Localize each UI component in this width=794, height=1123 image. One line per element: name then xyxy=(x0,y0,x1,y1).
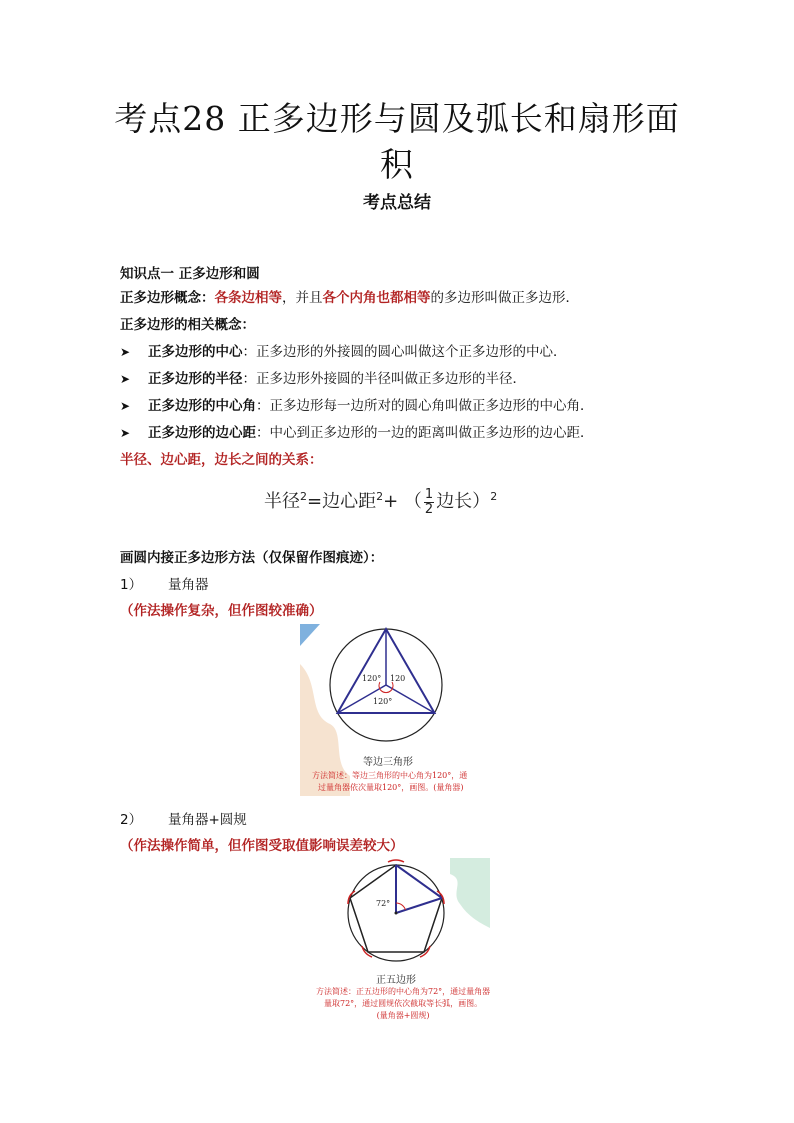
concept-highlight-2: 各个内角也都相等 xyxy=(322,290,431,306)
formula-exponent: 2 xyxy=(490,490,498,503)
angle-label: 120° xyxy=(362,674,382,683)
page-title: 考点28 正多边形与圆及弧长和扇形面积 xyxy=(114,99,680,184)
formula-exponent: 2 xyxy=(376,490,384,503)
formula-side: 边长） xyxy=(436,491,491,512)
method-1-note: （作法操作复杂，但作图较准确） xyxy=(120,603,323,619)
angle-label: 120° xyxy=(373,697,393,706)
concept-end: 的多边形叫做正多边形． xyxy=(430,290,579,306)
item-text: ：正多边形的外接圆的圆心叫做这个正多边形的中心． xyxy=(242,344,567,360)
list-item xyxy=(120,394,594,414)
formula-exponent: 2 xyxy=(300,490,307,503)
formula-radius: 半径 xyxy=(264,491,300,512)
angle-arc xyxy=(396,903,406,910)
figure-1-note xyxy=(312,770,467,794)
figure-2-note-line: 方法简述：正五边形的中心角为72°，通过量角器 xyxy=(316,987,491,996)
concept-line xyxy=(120,286,579,306)
pentagon-side xyxy=(396,865,442,898)
concept-label: 正多边形概念： xyxy=(120,290,215,306)
formula-fraction xyxy=(424,488,434,517)
section-heading: 知识点一 正多边形和圆 xyxy=(120,266,260,282)
figure-2-caption: 正五边形 xyxy=(376,975,416,986)
arrow-bullet-icon: ➤ xyxy=(120,372,131,386)
center-point xyxy=(395,912,398,915)
formula-plus: + （ xyxy=(383,491,422,512)
method-2 xyxy=(120,808,247,828)
figure-1-note-line: 方法简述：等边三角形的中心角为120°，通 xyxy=(312,771,468,780)
arrow-bullet-icon: ➤ xyxy=(120,345,131,359)
figure-1-note-line: 过量角器依次量取120°，画图。(量角器) xyxy=(318,783,464,792)
list-item xyxy=(120,367,526,387)
method-2-number: 2） xyxy=(120,812,143,828)
item-term: 正多边形的中心 xyxy=(148,344,243,360)
item-term: 正多边形的边心距 xyxy=(148,425,256,441)
figure-2-note-line: 量取72°，通过圆规依次截取等长弧，画图。 xyxy=(324,999,483,1008)
relation-heading: 半径、边心距，边长之间的关系： xyxy=(120,452,323,468)
regular-pentagon-figure xyxy=(338,858,490,970)
item-term: 正多边形的中心角 xyxy=(148,398,256,414)
page-subtitle: 考点总结 xyxy=(363,193,431,213)
deco-green-wash xyxy=(450,858,490,928)
item-text: ：正多边形外接圆的半径叫做正多边形的半径． xyxy=(242,371,526,387)
method-1-number: 1） xyxy=(120,577,143,593)
fraction-numerator: 1 xyxy=(424,486,434,502)
method-1-label: 量角器 xyxy=(168,577,209,593)
angle-label: 72° xyxy=(376,899,391,908)
item-text: ：中心到正多边形的一边的距离叫做正多边形的边心距． xyxy=(256,425,594,441)
item-text: ：正多边形每一边所对的圆心角叫做正多边形的中心角． xyxy=(256,398,594,414)
angle-label: 120 xyxy=(390,674,406,683)
related-heading: 正多边形的相关概念： xyxy=(120,317,255,333)
relation-formula xyxy=(264,487,497,517)
list-item xyxy=(120,340,567,360)
arc-mark xyxy=(388,860,404,862)
method-2-note: （作法操作简单，但作图受取值影响误差较大） xyxy=(120,838,404,854)
item-term: 正多边形的半径 xyxy=(148,371,243,387)
arrow-bullet-icon: ➤ xyxy=(120,399,131,413)
method-2-label: 量角器+圆规 xyxy=(168,812,247,828)
concept-mid: ，并且 xyxy=(282,290,323,306)
figure-1-caption: 等边三角形 xyxy=(363,757,413,768)
figure-2-note xyxy=(316,986,490,1022)
figure-2-note-line: (量角器+圆规) xyxy=(376,1011,430,1020)
arrow-bullet-icon: ➤ xyxy=(120,426,131,440)
list-item xyxy=(120,421,594,441)
method-heading: 画圆内接正多边形方法（仅保留作图痕迹）： xyxy=(120,550,384,566)
method-1 xyxy=(120,573,209,593)
fraction-denominator: 2 xyxy=(424,501,434,517)
deco-blue-corner xyxy=(300,624,320,646)
formula-apothem: =边心距 xyxy=(307,491,377,512)
concept-highlight-1: 各条边相等 xyxy=(214,290,282,306)
